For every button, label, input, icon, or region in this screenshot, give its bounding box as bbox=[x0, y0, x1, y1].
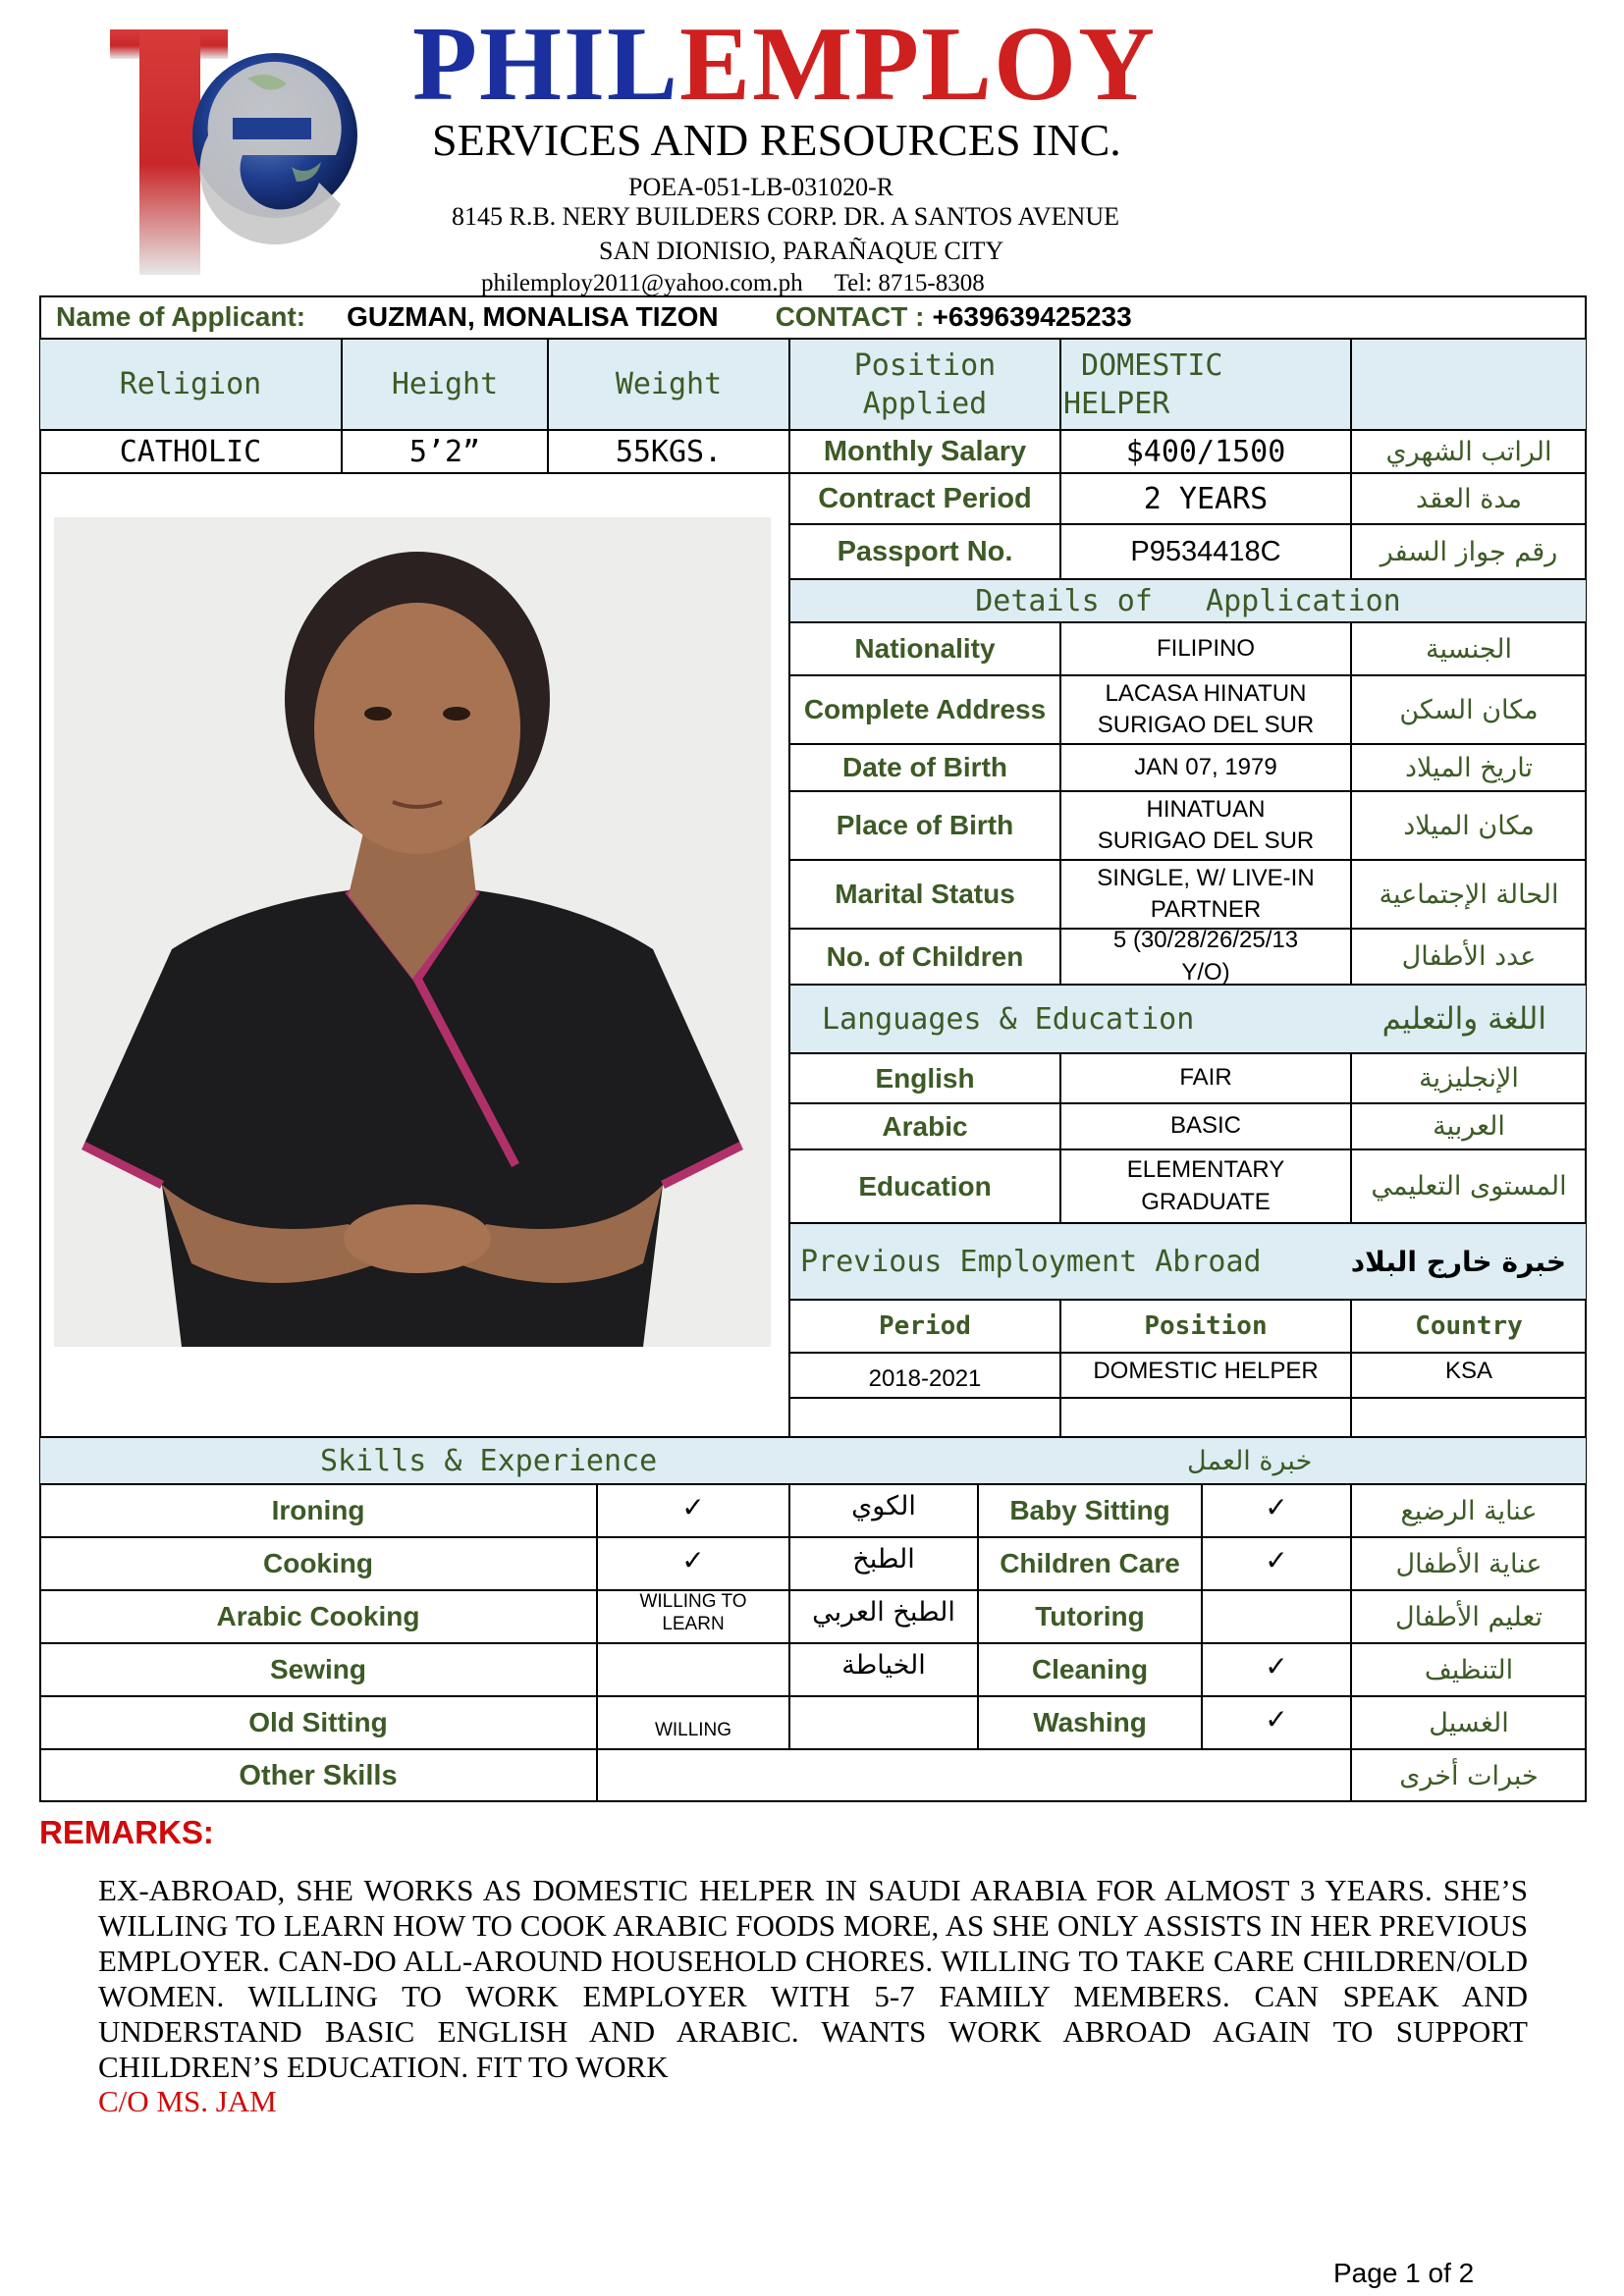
skills-heading bbox=[39, 1437, 1587, 1484]
salary-value: $400/1500 bbox=[1060, 430, 1351, 473]
detail-arabic: تاريخ الميلاد bbox=[1351, 744, 1587, 791]
position-header-line-1: Position bbox=[853, 347, 997, 383]
skill-arabic: الطبخ العربي bbox=[789, 1590, 978, 1643]
applicant-photo-image bbox=[54, 517, 771, 1347]
detail-arabic: الحالة الإجتماعية bbox=[1351, 860, 1587, 929]
other-skills-value bbox=[597, 1749, 1351, 1802]
detail-value: LACASA HINATUN SURIGAO DEL SUR bbox=[1060, 675, 1351, 744]
skill-name: Washing bbox=[978, 1696, 1202, 1749]
contract-value: 2 YEARS bbox=[1060, 473, 1351, 524]
languages-heading-arabic: اللغة والتعليم bbox=[1381, 1001, 1546, 1037]
skill-check: ✓ bbox=[597, 1537, 789, 1590]
skill-name: Sewing bbox=[39, 1643, 597, 1696]
language-label: Education bbox=[789, 1149, 1060, 1223]
other-skills-label: Other Skills bbox=[39, 1749, 597, 1802]
language-label: English bbox=[789, 1053, 1060, 1103]
skill-name: Arabic Cooking bbox=[39, 1590, 597, 1643]
passport-value: P9534418C bbox=[1060, 524, 1351, 579]
weight-header: Weight bbox=[548, 339, 789, 430]
employment-position: DOMESTIC HELPER bbox=[1060, 1353, 1351, 1398]
applicant-photo bbox=[54, 517, 771, 1347]
employment-heading-text: Previous Employment Abroad bbox=[800, 1244, 1262, 1279]
remarks-care-of: C/O MS. JAM bbox=[98, 2084, 277, 2118]
skill-check bbox=[597, 1643, 789, 1696]
name-label: Name of Applicant: bbox=[56, 301, 306, 332]
applicant-name: GUZMAN, MONALISA TIZON bbox=[347, 301, 719, 332]
detail-label: Nationality bbox=[789, 622, 1060, 675]
skill-check: ✓ bbox=[597, 1484, 789, 1537]
skill-arabic: تعليم الأطفال bbox=[1351, 1590, 1587, 1643]
employment-col-period: Period bbox=[789, 1300, 1060, 1353]
skill-arabic: عناية الرضيع bbox=[1351, 1484, 1587, 1537]
contract-arabic: مدة العقد bbox=[1351, 473, 1587, 524]
address-line-1: 8145 R.B. NERY BUILDERS CORP. DR. A SANTOS AVENUE bbox=[452, 202, 1119, 231]
skills-heading-text: Skills & Experience bbox=[320, 1443, 658, 1478]
language-label: Arabic bbox=[789, 1103, 1060, 1149]
skill-arabic: التنظيف bbox=[1351, 1643, 1587, 1696]
languages-heading bbox=[789, 985, 1587, 1053]
detail-value: 5 (30/28/26/25/13 Y/O) bbox=[1060, 929, 1351, 985]
language-value: FAIR bbox=[1060, 1053, 1351, 1103]
company-contact bbox=[481, 271, 985, 295]
skill-check: ✓ bbox=[1202, 1537, 1351, 1590]
position-value bbox=[1060, 339, 1351, 430]
salary-arabic: الراتب الشهري bbox=[1351, 430, 1587, 473]
skill-arabic: الطبخ bbox=[789, 1537, 978, 1590]
skill-check: WILLING bbox=[597, 1696, 789, 1749]
skill-arabic: الكوي bbox=[789, 1484, 978, 1537]
skill-arabic: عناية الأطفال bbox=[1351, 1537, 1587, 1590]
page-number: Page 1 of 2 bbox=[1333, 2258, 1475, 2288]
language-value: ELEMENTARY GRADUATE bbox=[1060, 1149, 1351, 1223]
language-arabic: العربية bbox=[1351, 1103, 1587, 1149]
employment-blank-country bbox=[1351, 1398, 1587, 1437]
passport-label: Passport No. bbox=[789, 524, 1060, 579]
detail-label: Marital Status bbox=[789, 860, 1060, 929]
employment-blank-period bbox=[789, 1398, 1060, 1437]
remarks-title: REMARKS: bbox=[39, 1814, 214, 1850]
detail-arabic: الجنسية bbox=[1351, 622, 1587, 675]
skill-arabic: الخياطة bbox=[789, 1643, 978, 1696]
details-heading: Details of Application bbox=[789, 579, 1587, 622]
contract-label: Contract Period bbox=[789, 473, 1060, 524]
skill-check: ✓ bbox=[1202, 1696, 1351, 1749]
employment-blank-position bbox=[1060, 1398, 1351, 1437]
detail-label: Place of Birth bbox=[789, 791, 1060, 860]
detail-arabic: مكان الميلاد bbox=[1351, 791, 1587, 860]
skill-name: Cooking bbox=[39, 1537, 597, 1590]
skill-check bbox=[1202, 1590, 1351, 1643]
skill-check: WILLING TO LEARN bbox=[597, 1590, 789, 1643]
skill-check: ✓ bbox=[1202, 1484, 1351, 1537]
height-value: 5’2” bbox=[342, 430, 548, 473]
language-arabic: الإنجليزية bbox=[1351, 1053, 1587, 1103]
skill-name: Tutoring bbox=[978, 1590, 1202, 1643]
skill-arabic bbox=[789, 1696, 978, 1749]
skill-check: ✓ bbox=[1202, 1643, 1351, 1696]
other-skills-arabic: خبرات أخرى bbox=[1351, 1749, 1587, 1802]
contact-label: CONTACT : bbox=[775, 301, 925, 332]
employment-heading bbox=[789, 1223, 1587, 1300]
detail-value: JAN 07, 1979 bbox=[1060, 744, 1351, 791]
languages-heading-text: Languages & Education bbox=[822, 1001, 1195, 1037]
position-value-line-1: DOMESTIC bbox=[1081, 347, 1223, 383]
company-logo bbox=[110, 20, 360, 280]
position-value-line-2: HELPER bbox=[1063, 386, 1170, 421]
brand-part-2: EMPLOY bbox=[679, 6, 1158, 123]
weight-value: 55KGS. bbox=[548, 430, 789, 473]
detail-arabic: عدد الأطفال bbox=[1351, 929, 1587, 985]
applicant-row bbox=[39, 295, 1587, 339]
company-name bbox=[412, 6, 1158, 123]
height-header: Height bbox=[342, 339, 548, 430]
detail-value: FILIPINO bbox=[1060, 622, 1351, 675]
detail-label: No. of Children bbox=[789, 929, 1060, 985]
company-tel: Tel: 8715-8308 bbox=[834, 270, 985, 296]
detail-value: HINATUAN SURIGAO DEL SUR bbox=[1060, 791, 1351, 860]
position-blank bbox=[1351, 339, 1587, 430]
company-email: philemploy2011@yahoo.com.ph bbox=[481, 270, 803, 296]
language-value: BASIC bbox=[1060, 1103, 1351, 1149]
skill-arabic: الغسيل bbox=[1351, 1696, 1587, 1749]
license-number: POEA-051-LB-031020-R bbox=[628, 173, 894, 201]
religion-value: CATHOLIC bbox=[39, 430, 342, 473]
detail-arabic: مكان السكن bbox=[1351, 675, 1587, 744]
skill-name: Children Care bbox=[978, 1537, 1202, 1590]
salary-label: Monthly Salary bbox=[789, 430, 1060, 473]
employment-heading-arabic: خبرة خارج البلاد bbox=[1350, 1245, 1566, 1278]
brand-part-1: PHIL bbox=[412, 6, 680, 123]
skill-name: Old Sitting bbox=[39, 1696, 597, 1749]
skill-name: Baby Sitting bbox=[978, 1484, 1202, 1537]
skill-name: Ironing bbox=[39, 1484, 597, 1537]
language-arabic: المستوى التعليمي bbox=[1351, 1149, 1587, 1223]
position-header bbox=[789, 339, 1060, 430]
passport-arabic: رقم جواز السفر bbox=[1351, 524, 1587, 579]
religion-header: Religion bbox=[39, 339, 342, 430]
skill-name: Cleaning bbox=[978, 1643, 1202, 1696]
employment-period: 2018-2021 bbox=[789, 1353, 1060, 1398]
remarks-text: EX-ABROAD, SHE WORKS AS DOMESTIC HELPER IN SAUDI ARABIA FOR ALMOST 3 YEARS. SHE’S WILLING TO LEARN HOW TO COOK ARABIC FOODS MORE, AS SHE ONLY ASSISTS IN HER PREVIOUS EMPLOYER. CAN-DO ALL-AROUND HOUSEHOLD CHORES. WILLING TO TAKE CARE CHILDREN/OLD WOMEN. WILLING TO WORK EMPLOYER WITH 5-7 FAMILY MEMBERS. CAN SPEAK AND UNDERSTAND BASIC ENGLISH AND ARABIC. WANTS WORK ABROAD AGAIN TO SUPPORT CHILDREN’S EDUCATION. FIT TO WORK bbox=[98, 1873, 1528, 2084]
applicant-contact: +639639425233 bbox=[932, 301, 1132, 332]
employment-col-country: Country bbox=[1351, 1300, 1587, 1353]
position-header-line-2: Applied bbox=[862, 386, 988, 421]
detail-label: Date of Birth bbox=[789, 744, 1060, 791]
employment-col-position: Position bbox=[1060, 1300, 1351, 1353]
address-line-2: SAN DIONISIO, PARAÑAQUE CITY bbox=[599, 237, 1004, 265]
company-subtitle: SERVICES AND RESOURCES INC. bbox=[432, 115, 1121, 165]
detail-value: SINGLE, W/ LIVE-IN PARTNER bbox=[1060, 860, 1351, 929]
skills-heading-arabic: خبرة العمل bbox=[1187, 1445, 1313, 1476]
detail-label: Complete Address bbox=[789, 675, 1060, 744]
employment-country: KSA bbox=[1351, 1353, 1587, 1398]
